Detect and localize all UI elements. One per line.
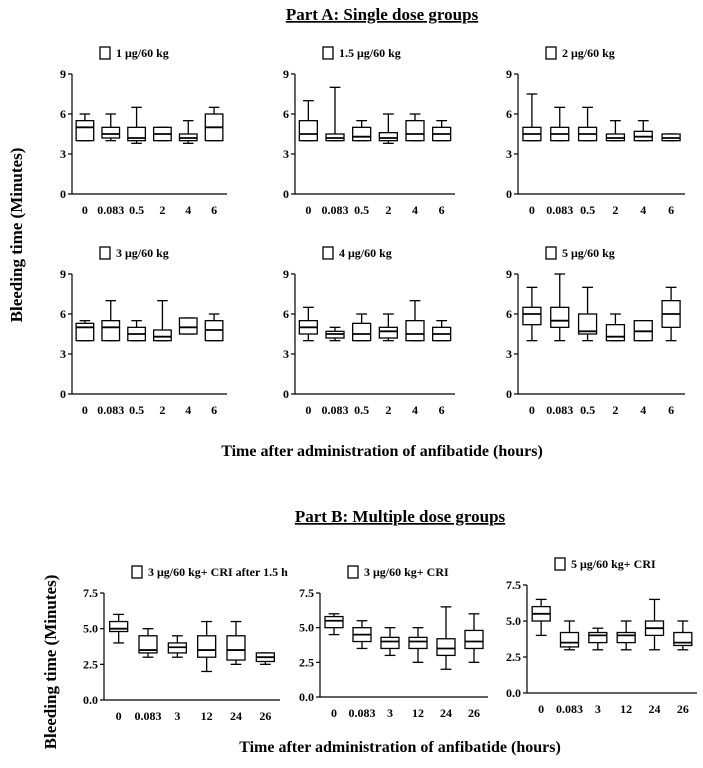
x-tick-label: 12 <box>200 709 213 723</box>
y-tick-label: 7.5 <box>506 578 521 592</box>
panel-3 <box>506 46 685 217</box>
legend-marker <box>132 566 142 578</box>
box-2 <box>154 127 172 140</box>
y-tick-label: 0.0 <box>299 690 314 704</box>
part-b-title: Part B: Multiple dose groups <box>294 507 506 526</box>
box-0.083 <box>561 621 579 650</box>
part-a-x-axis-label: Time after administration of anfibatide (hours) <box>221 443 543 460</box>
panel-8 <box>299 565 488 720</box>
y-tick-label: 6 <box>60 107 66 121</box>
y-tick-label: 6 <box>506 107 512 121</box>
y-tick-label: 0 <box>60 187 66 201</box>
y-tick-label: 3 <box>506 147 512 161</box>
y-tick-label: 0 <box>283 387 289 401</box>
legend-marker <box>546 47 556 59</box>
x-tick-label: 0 <box>81 203 88 217</box>
box-iqr <box>589 633 607 643</box>
box-12 <box>617 621 635 650</box>
box-iqr <box>379 327 397 338</box>
y-tick-label: 6 <box>283 107 289 121</box>
legend-label: 5 μg/60 kg+ CRI <box>571 557 656 571</box>
x-tick-label: 6 <box>438 203 445 217</box>
panel-7 <box>83 565 288 723</box>
x-tick-label: 0.083 <box>348 706 376 720</box>
box-0 <box>532 599 550 635</box>
box-0 <box>325 614 343 635</box>
box-24 <box>227 622 245 665</box>
x-tick-label: 24 <box>440 706 452 720</box>
box-4 <box>179 121 197 144</box>
y-tick-label: 2.5 <box>83 657 98 672</box>
y-tick-label: 0 <box>283 187 289 201</box>
x-tick-label: 0 <box>528 203 535 217</box>
box-iqr <box>674 633 692 646</box>
box-24 <box>437 607 455 669</box>
y-tick-label: 6 <box>506 307 512 321</box>
box-0.083 <box>139 629 157 658</box>
box-iqr <box>325 617 343 628</box>
legend-marker <box>100 47 110 59</box>
box-6 <box>662 287 680 340</box>
box-0.083 <box>353 621 371 649</box>
panel-5 <box>283 246 455 417</box>
y-tick-label: 0.0 <box>83 693 98 707</box>
y-tick-label: 0 <box>60 387 66 401</box>
box-6 <box>433 121 451 141</box>
x-tick-label: 26 <box>259 709 272 723</box>
x-tick-label: 26 <box>676 702 689 716</box>
box-24 <box>646 599 664 649</box>
box-iqr <box>381 637 399 648</box>
box-0 <box>76 114 94 141</box>
box-0.5 <box>128 321 146 341</box>
box-3 <box>381 628 399 656</box>
box-iqr <box>561 633 579 647</box>
legend-marker <box>100 247 110 259</box>
y-tick-label: 3 <box>283 347 289 361</box>
y-tick-label: 3 <box>60 347 66 361</box>
box-iqr <box>299 121 317 141</box>
x-tick-label: 4 <box>185 203 192 217</box>
y-tick-label: 7.5 <box>83 586 98 600</box>
part-b-x-axis-label: Time after administration of anfibatide (hours) <box>239 739 561 756</box>
x-tick-label: 12 <box>412 706 424 720</box>
box-iqr <box>617 633 635 643</box>
y-tick-label: 5.0 <box>83 621 98 636</box>
box-6 <box>433 321 451 341</box>
box-6 <box>662 134 680 141</box>
x-tick-label: 4 <box>640 403 647 417</box>
x-tick-label: 0 <box>305 403 312 417</box>
box-26 <box>465 614 483 663</box>
x-tick-label: 2 <box>385 403 392 417</box>
y-tick-label: 3 <box>60 147 66 161</box>
x-tick-label: 6 <box>668 403 675 417</box>
legend-label: 2 μg/60 kg <box>562 46 615 60</box>
box-26 <box>256 653 274 664</box>
box-0.083 <box>551 274 569 341</box>
x-tick-label: 0.5 <box>580 403 596 417</box>
box-iqr <box>353 323 371 340</box>
x-tick-label: 3 <box>594 702 601 716</box>
x-tick-label: 0.083 <box>546 203 574 217</box>
x-tick-label: 0.5 <box>129 403 145 417</box>
box-6 <box>205 107 223 140</box>
box-4 <box>634 321 652 341</box>
x-tick-label: 6 <box>438 403 445 417</box>
box-2 <box>379 314 397 341</box>
box-0.083 <box>551 107 569 140</box>
x-tick-label: 0 <box>81 403 88 417</box>
box-0.083 <box>102 114 120 141</box>
x-tick-label: 3 <box>174 709 181 723</box>
box-iqr <box>406 321 424 341</box>
box-0.083 <box>326 327 344 340</box>
x-tick-label: 4 <box>640 203 647 217</box>
box-0 <box>76 321 94 341</box>
x-tick-label: 0 <box>528 403 535 417</box>
box-0.5 <box>353 121 371 141</box>
y-tick-label: 9 <box>506 267 512 281</box>
x-tick-label: 0.5 <box>580 203 596 217</box>
y-tick-label: 5.0 <box>506 614 521 628</box>
box-4 <box>634 121 652 141</box>
box-12 <box>198 622 216 672</box>
box-0 <box>523 94 541 141</box>
box-iqr <box>606 325 624 341</box>
x-tick-label: 2 <box>159 403 166 417</box>
y-tick-label: 7.5 <box>299 586 314 600</box>
x-tick-label: 4 <box>412 403 418 417</box>
box-3 <box>589 628 607 650</box>
box-4 <box>406 301 424 341</box>
box-6 <box>205 314 223 341</box>
box-2 <box>154 301 172 341</box>
part-a-y-axis-label: Bleeding time (Minutes) <box>7 147 26 323</box>
x-tick-label: 24 <box>648 702 661 716</box>
y-tick-label: 0.0 <box>506 686 521 700</box>
box-0 <box>110 614 128 643</box>
x-tick-label: 12 <box>620 702 633 716</box>
x-tick-label: 0.5 <box>129 203 145 217</box>
y-tick-label: 3 <box>283 147 289 161</box>
legend-marker <box>323 247 333 259</box>
part-a-title: Part A: Single dose groups <box>285 5 479 24</box>
x-tick-label: 2 <box>612 203 619 217</box>
x-tick-label: 4 <box>412 203 418 217</box>
y-tick-label: 2.5 <box>299 655 314 670</box>
panel-1 <box>60 46 227 217</box>
box-iqr <box>110 622 128 632</box>
x-tick-label: 2 <box>385 203 392 217</box>
box-2 <box>606 314 624 341</box>
legend-marker <box>555 558 565 570</box>
y-tick-label: 9 <box>60 267 66 281</box>
box-3 <box>168 636 186 657</box>
box-iqr <box>154 330 172 341</box>
x-tick-label: 0 <box>305 203 312 217</box>
box-2 <box>606 121 624 141</box>
box-iqr <box>76 121 94 141</box>
y-tick-label: 2.5 <box>506 650 521 664</box>
x-tick-label: 0 <box>331 706 337 720</box>
box-0 <box>523 287 541 340</box>
y-tick-label: 3 <box>506 347 512 361</box>
box-0.083 <box>326 87 344 140</box>
box-0 <box>299 307 317 340</box>
box-0.083 <box>102 301 120 341</box>
y-tick-label: 9 <box>283 67 289 81</box>
box-iqr <box>409 637 427 648</box>
legend-label: 1 μg/60 kg <box>116 46 169 60</box>
x-tick-label: 0.5 <box>354 403 370 417</box>
panel-6 <box>506 246 685 417</box>
box-0.5 <box>579 107 597 140</box>
box-iqr <box>353 127 371 140</box>
panels <box>60 46 697 723</box>
box-iqr <box>102 127 120 138</box>
box-iqr <box>76 323 94 340</box>
x-tick-label: 0.083 <box>321 403 349 417</box>
legend-marker <box>323 47 333 59</box>
box-0.5 <box>579 287 597 340</box>
y-tick-label: 9 <box>283 267 289 281</box>
x-tick-label: 3 <box>387 706 393 720</box>
part-b-y-axis-label: Bleeding time (Minutes) <box>41 574 60 750</box>
box-4 <box>406 114 424 141</box>
box-0.5 <box>128 107 146 143</box>
box-iqr <box>198 636 216 657</box>
panel-9 <box>506 557 697 716</box>
box-iqr <box>551 307 569 327</box>
x-tick-label: 2 <box>612 403 619 417</box>
legend-label: 4 μg/60 kg <box>339 246 392 260</box>
box-2 <box>379 114 397 143</box>
box-iqr <box>465 630 483 648</box>
x-tick-label: 0.5 <box>354 203 370 217</box>
box-iqr <box>437 639 455 656</box>
box-iqr <box>406 121 424 141</box>
x-tick-label: 26 <box>468 706 480 720</box>
y-tick-label: 6 <box>60 307 66 321</box>
legend-label: 3 μg/60 kg+ CRI after 1.5 h <box>148 565 288 579</box>
box-iqr <box>227 636 245 660</box>
legend-marker <box>348 566 358 578</box>
x-tick-label: 0 <box>538 702 545 716</box>
y-tick-label: 9 <box>60 67 66 81</box>
box-0 <box>299 101 317 141</box>
y-tick-label: 9 <box>506 67 512 81</box>
x-tick-label: 4 <box>185 403 192 417</box>
box-iqr <box>523 307 541 324</box>
box-4 <box>179 318 197 334</box>
legend-label: 1.5 μg/60 kg <box>339 46 401 60</box>
x-tick-label: 0.083 <box>556 702 583 716</box>
x-tick-label: 24 <box>230 709 242 723</box>
x-tick-label: 6 <box>211 403 218 417</box>
y-tick-label: 5.0 <box>299 620 314 635</box>
y-tick-label: 0 <box>506 187 512 201</box>
box-12 <box>409 628 427 663</box>
box-iqr <box>102 321 120 341</box>
x-tick-label: 6 <box>668 203 675 217</box>
legend-label: 5 μg/60 kg <box>562 246 615 260</box>
box-0.5 <box>353 314 371 341</box>
box-iqr <box>379 133 397 141</box>
x-tick-label: 0.083 <box>97 203 125 217</box>
box-26 <box>674 621 692 650</box>
x-tick-label: 6 <box>211 203 218 217</box>
box-iqr <box>179 318 197 334</box>
panel-2 <box>283 46 455 217</box>
x-tick-label: 0 <box>115 709 122 723</box>
x-tick-label: 2 <box>159 203 166 217</box>
legend-label: 3 μg/60 kg+ CRI <box>364 565 449 579</box>
legend-label: 3 μg/60 kg <box>116 246 169 260</box>
panel-4 <box>60 246 227 417</box>
x-tick-label: 0.083 <box>134 709 162 723</box>
x-tick-label: 0.083 <box>97 403 125 417</box>
x-tick-label: 0.083 <box>321 203 349 217</box>
legend-marker <box>546 247 556 259</box>
y-tick-label: 0 <box>506 387 512 401</box>
y-tick-label: 6 <box>283 307 289 321</box>
x-tick-label: 0.083 <box>546 403 574 417</box>
